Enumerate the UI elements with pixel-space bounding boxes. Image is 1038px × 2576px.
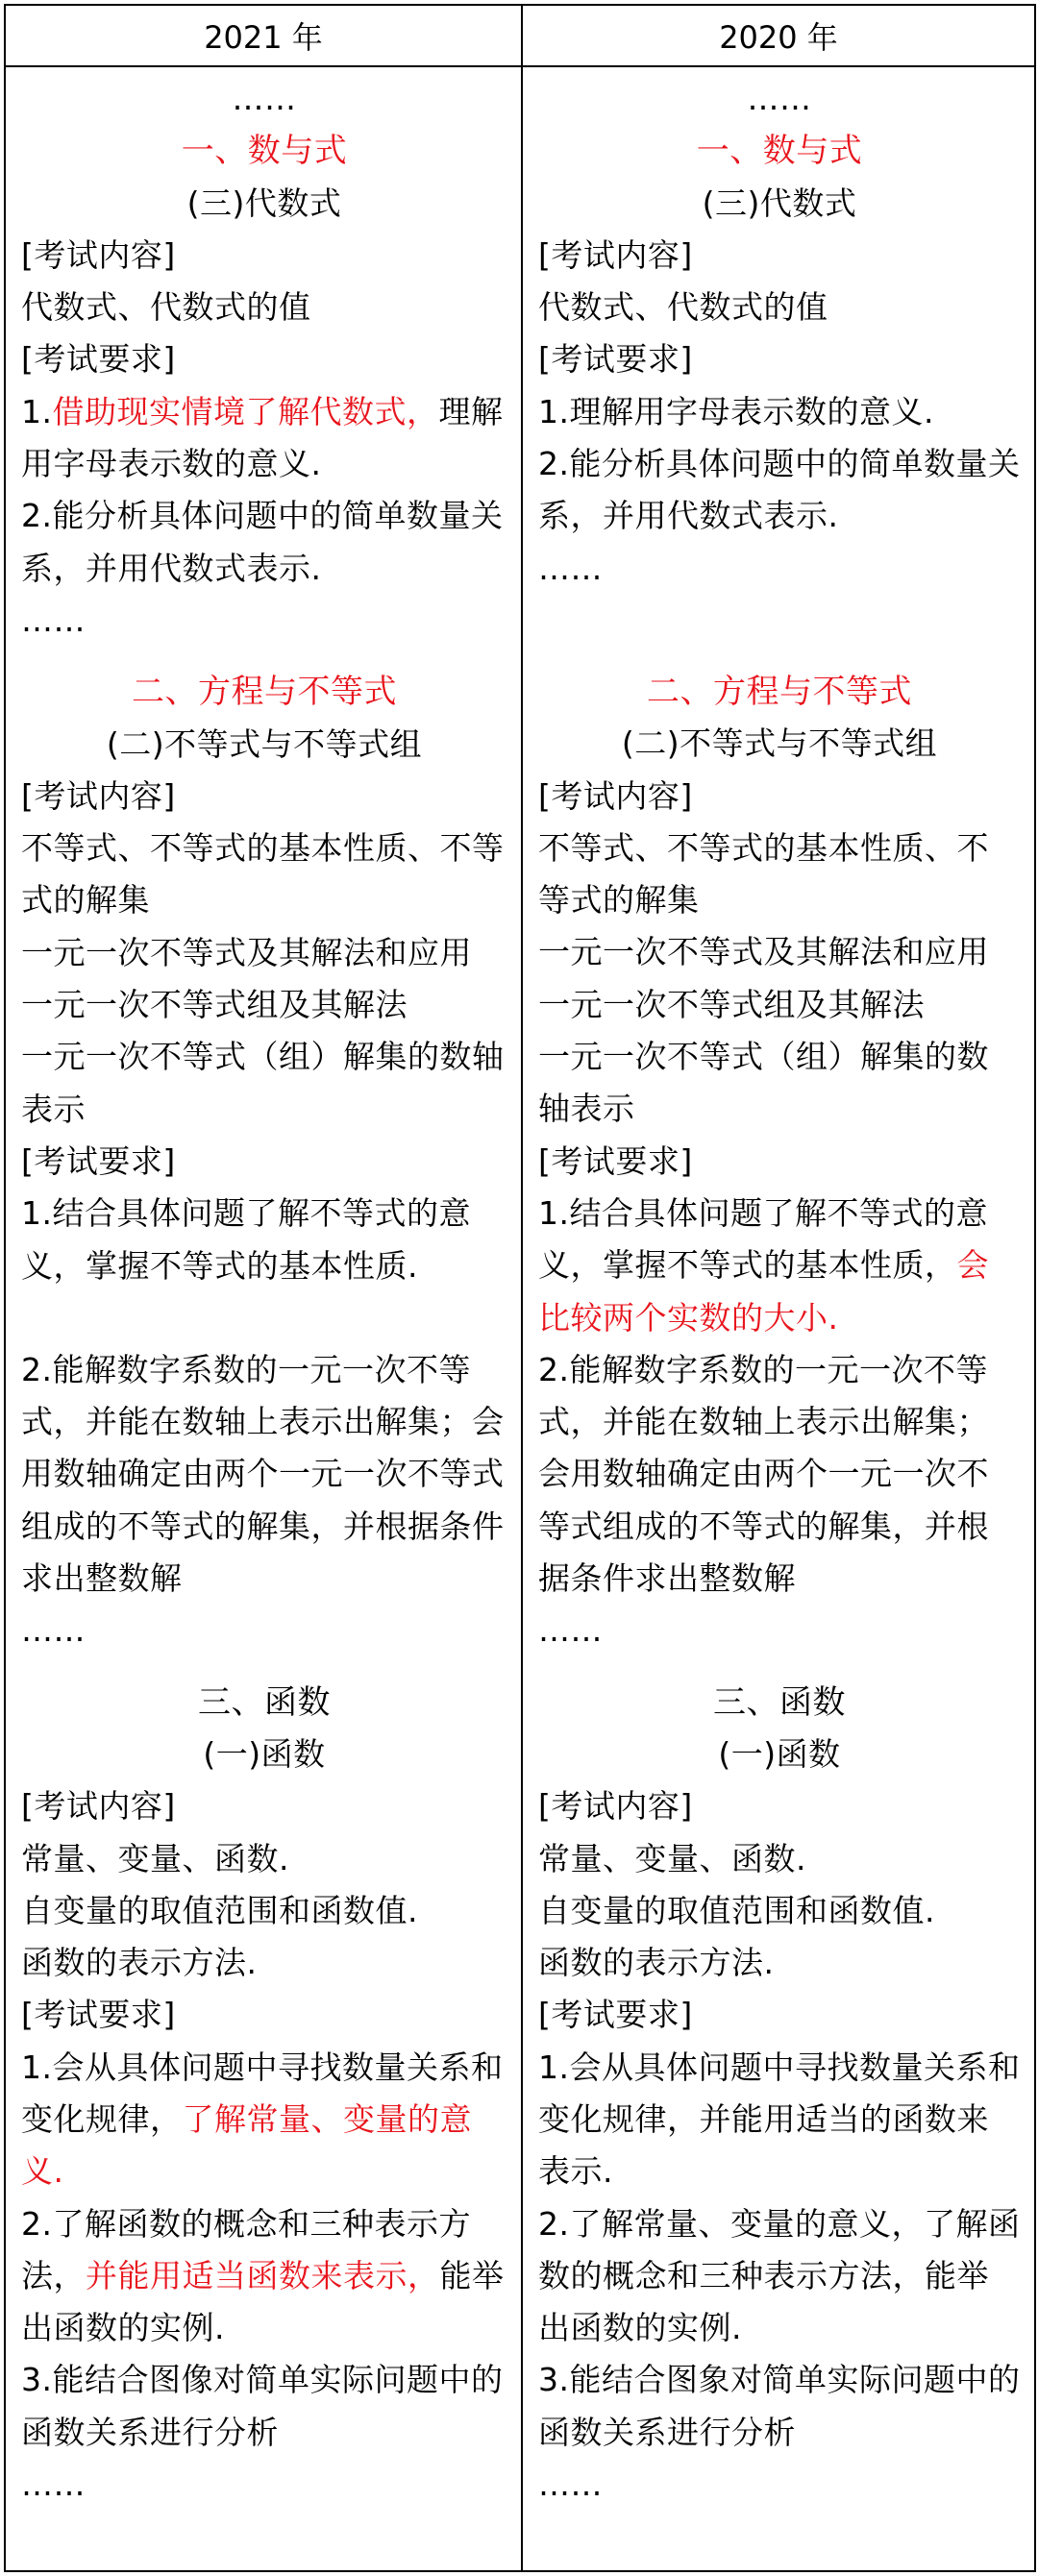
ellipsis: …… xyxy=(21,1611,86,1650)
requirement-item xyxy=(21,2198,507,2355)
requirement-text: 1. xyxy=(21,392,53,430)
exam-requirement-label: [考试要求] xyxy=(21,340,176,379)
exam-content-item: 一元一次不等式组及其解法 xyxy=(21,986,408,1024)
requirement-text: 能举出函数的实例. xyxy=(21,2256,505,2347)
requirement-text: 1.会从具体问题中寻找数量关系和变化规律， xyxy=(21,2048,504,2138)
ellipsis: …… xyxy=(538,549,603,587)
exam-content-item: 代数式、代数式的值 xyxy=(538,288,828,327)
exam-content-item: 函数的表示方法. xyxy=(21,1944,258,1982)
requirement-text: 2.了解函数的概念和三种表示方法， xyxy=(21,2204,471,2294)
section-title-function: 三、函数 xyxy=(198,1682,331,1722)
requirement-item: 2.了解常量、变量的意义，了解函数的概念和三种表示方法，能举出函数的实例. xyxy=(538,2204,1021,2347)
requirement-item: 1.结合具体问题了解不等式的意义，掌握不等式的基本性质. xyxy=(21,1194,471,1285)
exam-content-label: [考试内容] xyxy=(21,776,176,815)
header-2021: 2021 年 xyxy=(5,5,522,66)
subsection-title: (二)不等式与不等式组 xyxy=(621,724,938,763)
requirement-item xyxy=(21,2042,507,2198)
requirement-item xyxy=(538,1188,1021,1344)
exam-content-item: 自变量的取值范围和函数值. xyxy=(538,1891,935,1929)
exam-content-item: 一元一次不等式组及其解法 xyxy=(538,985,925,1023)
exam-content-label: [考试内容] xyxy=(538,1787,693,1826)
ellipsis: …… xyxy=(232,80,297,117)
exam-requirement-label: [考试要求] xyxy=(538,1996,693,2034)
subsection-title: (三)代数式 xyxy=(702,184,857,222)
exam-content-item: 一元一次不等式及其解法和应用 xyxy=(21,933,472,971)
section-title-equation-inequality: 二、方程与不等式 xyxy=(132,673,397,712)
requirement-item: 2.能解数字系数的一元一次不等式，并能在数轴上表示出解集；会用数轴确定由两个一元一次不等式组成的不等式的解集，并根据条件求出整数解 xyxy=(21,1350,505,1598)
changed-text-highlight: 会比较两个实数的大小. xyxy=(538,1246,989,1337)
header-row xyxy=(5,5,1035,66)
subsection-title: (一)函数 xyxy=(718,1734,841,1773)
changed-text-highlight: 并能用适当函数来表示， xyxy=(86,2256,440,2294)
exam-content-label: [考试内容] xyxy=(538,235,693,274)
section-title-function: 三、函数 xyxy=(713,1682,846,1722)
requirement-item: 2.能解数字系数的一元一次不等式，并能在数轴上表示出解集；会用数轴确定由两个一元一次不等式组成的不等式的解集，并根据条件求出整数解 xyxy=(538,1350,989,1598)
requirement-text: 1.结合具体问题了解不等式的意义，掌握不等式的基本性质， xyxy=(538,1193,988,1285)
exam-content-item: 函数的表示方法. xyxy=(538,1944,775,1982)
requirement-text: 理解用字母表示数的意义. xyxy=(21,392,504,483)
column-2021 xyxy=(5,66,522,2571)
exam-requirement-label: [考试要求] xyxy=(21,1996,176,2034)
section-title-number-expression: 一、数与式 xyxy=(181,132,348,171)
content-row xyxy=(5,66,1035,2571)
requirement-item: 1.理解用字母表示数的意义. xyxy=(538,392,934,430)
exam-content-label: [考试内容] xyxy=(538,776,693,815)
ellipsis: …… xyxy=(21,601,86,639)
exam-content-item: 一元一次不等式（组）解集的数轴表示 xyxy=(21,1038,505,1128)
changed-text-highlight: 借助现实情境了解代数式， xyxy=(52,392,439,430)
exam-content-item: 一元一次不等式（组）解集的数轴表示 xyxy=(538,1038,989,1128)
exam-content-item: 常量、变量、函数. xyxy=(538,1839,806,1877)
comparison-table xyxy=(4,4,1036,2572)
exam-content-label: [考试内容] xyxy=(21,1787,176,1826)
subsection-title: (一)函数 xyxy=(203,1734,326,1773)
subsection-title: (三)代数式 xyxy=(186,184,342,222)
section-title-number-expression: 一、数与式 xyxy=(696,132,863,171)
changed-text-highlight: 了解常量、变量的意义. xyxy=(21,2099,472,2191)
requirement-item: 3.能结合图像对简单实际问题中的函数关系进行分析 xyxy=(21,2361,504,2451)
ellipsis: …… xyxy=(21,2466,86,2504)
exam-content-item: 自变量的取值范围和函数值. xyxy=(21,1891,418,1929)
exam-requirement-label: [考试要求] xyxy=(21,1141,176,1180)
ellipsis: …… xyxy=(538,2466,603,2504)
ellipsis: …… xyxy=(538,1611,603,1650)
subsection-title: (二)不等式与不等式组 xyxy=(106,724,423,763)
exam-content-item: 代数式、代数式的值 xyxy=(21,288,311,327)
exam-content-item: 常量、变量、函数. xyxy=(21,1839,289,1877)
header-2020: 2020 年 xyxy=(522,5,1035,66)
exam-content-item: 不等式、不等式的基本性质、不等式的解集 xyxy=(21,829,505,920)
exam-content-label: [考试内容] xyxy=(21,235,176,274)
requirement-item: 2.能分析具体问题中的简单数量关系，并用代数式表示. xyxy=(538,445,1021,535)
exam-content-item: 一元一次不等式及其解法和应用 xyxy=(538,933,989,971)
requirement-item xyxy=(21,386,507,491)
section-title-equation-inequality: 二、方程与不等式 xyxy=(647,672,912,711)
requirement-item: 3.能结合图象对简单实际问题中的函数关系进行分析 xyxy=(538,2361,1021,2451)
requirement-item: 1.会从具体问题中寻找数量关系和变化规律，并能用适当的函数来表示. xyxy=(538,2048,1021,2191)
requirement-item: 2.能分析具体问题中的简单数量关系，并用代数式表示. xyxy=(21,497,504,587)
exam-requirement-label: [考试要求] xyxy=(538,1141,693,1180)
exam-content-item: 不等式、不等式的基本性质、不等式的解集 xyxy=(538,828,989,920)
ellipsis: …… xyxy=(747,80,812,117)
column-2020 xyxy=(522,66,1035,2571)
exam-requirement-label: [考试要求] xyxy=(538,340,693,379)
